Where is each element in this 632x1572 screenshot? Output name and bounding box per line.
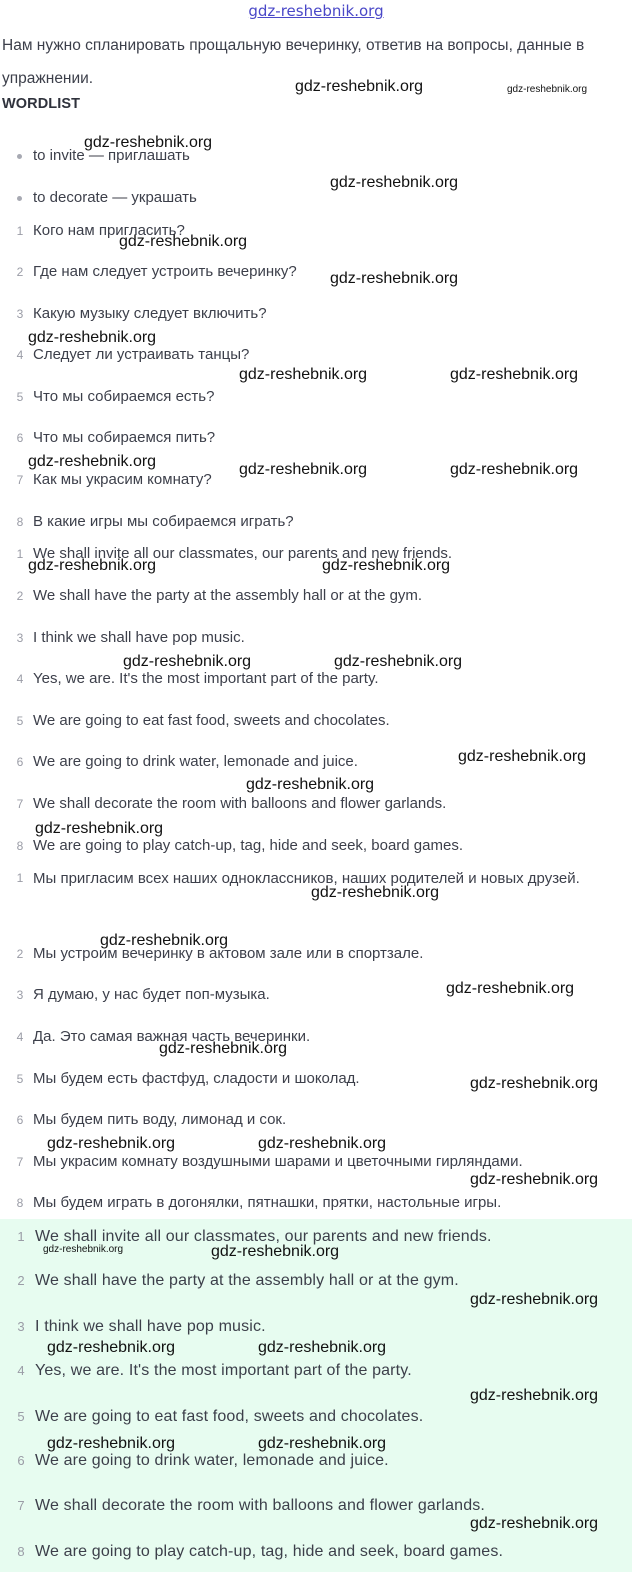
item-number: 1: [16, 224, 24, 238]
question-text: Что мы собираемся пить?: [33, 429, 216, 446]
watermark: gdz-reshebnik.org: [311, 884, 440, 901]
item-number: 2: [16, 947, 24, 961]
watermark: gdz-reshebnik.org: [43, 1244, 124, 1255]
bullet-icon: [17, 196, 22, 201]
answer-item: [0, 1314, 632, 1340]
watermark: gdz-reshebnik.org: [446, 980, 575, 997]
question-text: Что мы собираемся есть?: [33, 388, 215, 405]
answer-text: We are going to play catch-up, tag, hide and seek, board games.: [35, 1543, 504, 1560]
answer-ru-text: Мы будем пить воду, лимонад и сок.: [33, 1111, 287, 1128]
item-number: 2: [16, 589, 24, 603]
item-number: 3: [16, 631, 24, 645]
answer-en-item: [0, 626, 632, 650]
question-item: [0, 385, 632, 409]
answer-en-text: We shall invite all our classmates, our parents and new friends.: [33, 545, 453, 562]
answer-text: We are going to drink water, lemonade and juice.: [35, 1452, 389, 1469]
watermark: gdz-reshebnik.org: [258, 1339, 387, 1356]
item-number: 8: [16, 839, 24, 853]
item-number: 4: [16, 672, 24, 686]
watermark: gdz-reshebnik.org: [470, 1387, 599, 1404]
item-number: 1: [16, 871, 24, 885]
item-number: 8: [16, 515, 24, 529]
answer-ru-item: [0, 1108, 632, 1132]
item-number: 7: [16, 1155, 24, 1169]
watermark: gdz-reshebnik.org: [330, 174, 459, 191]
watermark: gdz-reshebnik.org: [330, 270, 459, 287]
item-number: 7: [17, 1498, 25, 1513]
wordlist-item-text: to decorate — украшать: [33, 189, 197, 206]
item-number: 1: [16, 547, 24, 561]
watermark: gdz-reshebnik.org: [35, 820, 164, 837]
answer-en-item: [0, 667, 632, 691]
watermark: gdz-reshebnik.org: [239, 366, 368, 383]
question-item: [0, 302, 632, 326]
item-number: 2: [17, 1273, 25, 1288]
answer-en-text: We shall decorate the room with balloons and flower garlands.: [33, 795, 447, 812]
watermark: gdz-reshebnik.org: [84, 134, 213, 151]
watermark: gdz-reshebnik.org: [47, 1339, 176, 1356]
answer-text: Yes, we are. It's the most important part of the party.: [35, 1362, 412, 1379]
item-number: 6: [16, 1113, 24, 1127]
watermark: gdz-reshebnik.org: [470, 1515, 599, 1532]
item-number: 6: [16, 431, 24, 445]
answer-ru-item: [0, 1025, 632, 1049]
watermark: gdz-reshebnik.org: [470, 1171, 599, 1188]
watermark: gdz-reshebnik.org: [470, 1291, 599, 1308]
question-item: [0, 426, 632, 450]
wordlist-item: [0, 186, 632, 210]
answer-ru-text: Мы пригласим всех наших одноклассников, наших родителей и новых друзей.: [33, 870, 580, 887]
answer-item: [0, 1404, 632, 1430]
answer-en-item: [0, 584, 632, 608]
watermark: gdz-reshebnik.org: [28, 329, 157, 346]
watermark: gdz-reshebnik.org: [119, 233, 248, 250]
question-text: В какие игры мы собираемся играть?: [33, 513, 294, 530]
question-item: [0, 260, 632, 284]
answer-ru-text: Мы устроим вечеринку в актовом зале или в спортзале.: [33, 945, 424, 962]
watermark: gdz-reshebnik.org: [458, 748, 587, 765]
item-number: 5: [16, 1072, 24, 1086]
item-number: 7: [16, 473, 24, 487]
answer-text: We shall have the party at the assembly hall or at the gym.: [35, 1272, 459, 1289]
answer-ru-text: Мы будем есть фастфуд, сладости и шоколад.: [33, 1070, 360, 1087]
watermark: gdz-reshebnik.org: [47, 1135, 176, 1152]
intro-text: Нам нужно спланировать прощальную вечеринку, ответив на вопросы, данные в упражнении.: [2, 37, 585, 87]
answer-ru-text: Да. Это самая важная часть вечеринки.: [33, 1028, 311, 1045]
question-item: [0, 219, 632, 243]
bullet-icon: [17, 154, 22, 159]
item-number: 4: [16, 348, 24, 362]
watermark: gdz-reshebnik.org: [258, 1135, 387, 1152]
answer-text: We shall invite all our classmates, our parents and new friends.: [35, 1228, 492, 1245]
item-number: 8: [17, 1544, 25, 1559]
item-number: 3: [17, 1319, 25, 1334]
watermark: gdz-reshebnik.org: [258, 1435, 387, 1452]
wordlist-title: WORDLIST: [2, 96, 81, 112]
answer-item: [0, 1358, 632, 1384]
item-number: 5: [16, 714, 24, 728]
top-watermark-link[interactable]: gdz-reshebnik.org: [248, 2, 384, 20]
question-text: Как мы украсим комнату?: [33, 471, 212, 488]
watermark: gdz-reshebnik.org: [211, 1243, 340, 1260]
answer-ru-text: Мы будем играть в догонялки, пятнашки, прятки, настольные игры.: [33, 1194, 502, 1211]
watermark: gdz-reshebnik.org: [28, 453, 157, 470]
item-number: 6: [16, 755, 24, 769]
answer-ru-item: [0, 942, 632, 966]
question-text: Кого нам пригласить?: [33, 222, 185, 239]
item-number: 6: [17, 1453, 25, 1468]
watermark: gdz-reshebnik.org: [239, 461, 368, 478]
watermark: gdz-reshebnik.org: [123, 653, 252, 670]
question-text: Следует ли устраивать танцы?: [33, 346, 250, 363]
question-text: Какую музыку следует включить?: [33, 305, 267, 322]
watermark: gdz-reshebnik.org: [28, 557, 157, 574]
answer-en-text: We are going to eat fast food, sweets and chocolates.: [33, 712, 390, 729]
answer-ru-text: Мы украсим комнату воздушными шарами и цветочными гирляндами.: [33, 1153, 523, 1170]
watermark: gdz-reshebnik.org: [470, 1075, 599, 1092]
item-number: 7: [16, 797, 24, 811]
item-number: 2: [16, 265, 24, 279]
answer-ru-item: [0, 1191, 632, 1215]
watermark: gdz-reshebnik.org: [322, 557, 451, 574]
watermark: gdz-reshebnik.org: [450, 366, 579, 383]
answer-ru-text: Я думаю, у нас будет поп-музыка.: [33, 986, 270, 1003]
watermark: gdz-reshebnik.org: [507, 84, 588, 95]
answer-en-item: [0, 792, 632, 816]
answer-en-text: We are going to drink water, lemonade and juice.: [33, 753, 358, 770]
wordlist-item-text: to invite — приглашать: [33, 147, 190, 164]
item-number: 1: [17, 1229, 25, 1244]
watermark: gdz-reshebnik.org: [159, 1040, 288, 1057]
answer-text: We are going to eat fast food, sweets and chocolates.: [35, 1408, 424, 1425]
watermark: gdz-reshebnik.org: [47, 1435, 176, 1452]
answer-item: [0, 1539, 632, 1565]
item-number: 4: [17, 1363, 25, 1378]
answer-en-text: Yes, we are. It's the most important part of the party.: [33, 670, 379, 687]
answer-en-text: We shall have the party at the assembly hall or at the gym.: [33, 587, 423, 604]
item-number: 8: [16, 1196, 24, 1210]
watermark: gdz-reshebnik.org: [295, 78, 424, 95]
question-text: Где нам следует устроить вечеринку?: [33, 263, 297, 280]
watermark: gdz-reshebnik.org: [334, 653, 463, 670]
watermark: gdz-reshebnik.org: [450, 461, 579, 478]
answer-text: I think we shall have pop music.: [35, 1318, 266, 1335]
item-number: 5: [17, 1409, 25, 1424]
watermark: gdz-reshebnik.org: [100, 932, 229, 949]
item-number: 4: [16, 1030, 24, 1044]
item-number: 5: [16, 390, 24, 404]
item-number: 3: [16, 988, 24, 1002]
answer-en-text: We are going to play catch-up, tag, hide and seek, board games.: [33, 837, 463, 854]
watermark: gdz-reshebnik.org: [246, 776, 375, 793]
answer-en-item: [0, 709, 632, 733]
item-number: 3: [16, 307, 24, 321]
answer-en-text: I think we shall have pop music.: [33, 629, 245, 646]
question-item: [0, 510, 632, 534]
answer-text: We shall decorate the room with balloons and flower garlands.: [35, 1497, 485, 1514]
